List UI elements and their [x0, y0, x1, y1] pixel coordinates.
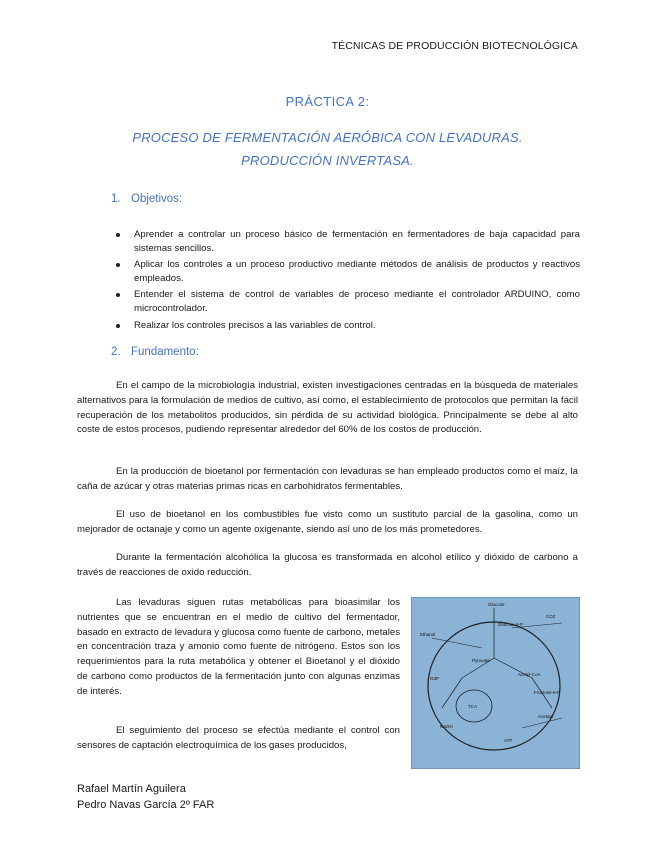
paragraph: El seguimiento del proceso se efectúa mediante el control con sensores de captación electroquímica de los gases producidos,	[77, 725, 400, 751]
figure-label: Acetyl-CoA	[518, 672, 541, 677]
section-title: Fundamento:	[131, 346, 199, 358]
running-header: TÉCNICAS DE PRODUCCIÓN BIOTECNOLÓGICA	[331, 40, 578, 52]
section-number: 2.	[111, 346, 121, 358]
document-title-line-2: PRODUCCIÓN INVERTASA.	[241, 153, 414, 168]
figure-label: Ethanol	[420, 632, 436, 637]
section-number: 1.	[111, 193, 121, 205]
figure-label: NADH	[440, 724, 453, 729]
figure-label: Acetate	[538, 714, 554, 719]
objective-item: Aplicar los controles a un proceso productivo mediante métodos de análisis de productos y reactivos empleados.	[110, 258, 580, 285]
document-title-line-1: PROCESO DE FERMENTACIÓN AERÓBICA CON LEVADURAS.	[132, 130, 523, 145]
figure-label: TCA	[468, 704, 477, 709]
objective-item: Entender el sistema de control de variables de proceso mediante el controlador ARDUINO, como microcontrolador.	[110, 288, 580, 315]
metabolic-pathway-figure	[411, 597, 580, 769]
paragraph: En la producción de bioetanol por fermentación con levaduras se han empleado productos como el maíz, la caña de azúcar y otras materias primas ricas en carbohidratos fermentables.	[77, 466, 578, 492]
objective-item: Aprender a controlar un proceso básico de fermentación en fermentadores de baja capacidad para sistemas sencillos.	[110, 228, 580, 255]
objectives-list	[110, 228, 580, 335]
paragraph: Las levaduras siguen rutas metabólicas para bioasimilar los nutrientes que se encuentran en el medio de cultivo del fermentador, basado en extracto de levadura y glucosa como fuente de carbono, metales en concentración traza y amonio como fuente de nitrógeno. Estos son los requerimientos para la ruta metabólica y obtener el Bioetanol y el dióxido de carbono como productos de la fermentación junto con algunas enzimas de interés.	[77, 597, 400, 697]
paragraph: En el campo de la microbiología industrial, existen investigaciones centradas en la búsqueda de materiales alternativos para la formulación de medios de cultivo, así como, el establecimiento de protocolos que permitan la fácil recuperación de los metabolitos producidos, sin pérdida de su actividad biológica. Principalmente se debe al alto coste de estos procesos, pudiendo representar alrededor del 60% de los costos de producción.	[77, 380, 578, 436]
authors-block	[77, 781, 214, 813]
figure-label: ATP	[504, 738, 513, 743]
figure-label: Glucose	[488, 602, 505, 607]
figure-label: Glucose-6-P	[498, 622, 524, 627]
objective-item: Realizar los controles precisos a las variables de control.	[110, 319, 580, 333]
author-name: Rafael Martín Aguilera	[77, 783, 186, 795]
paragraph: El uso de bioetanol en los combustibles fue visto como un sustituto parcial de la gasolina, como un mejorador de octanaje y como un agente oxigenante, siendo así uno de los más prometedores.	[77, 509, 578, 535]
figure-label: G3P	[430, 676, 440, 681]
section-heading-fundamento	[111, 346, 199, 358]
pathway-diagram	[412, 598, 579, 768]
section-heading-objectives	[111, 193, 182, 205]
practice-number: PRÁCTICA 2:	[285, 94, 370, 109]
figure-label: CO2	[546, 614, 556, 619]
figure-label: Pyruvate	[472, 658, 490, 663]
figure-label: Fructose-6-P	[534, 690, 561, 695]
author-name: Pedro Navas García 2º FAR	[77, 799, 215, 811]
paragraph: Durante la fermentación alcohólica la glucosa es transformada en alcohol etílico y dióxido de carbono a través de reacciones de oxido reducción.	[77, 552, 578, 578]
section-title: Objetivos:	[131, 193, 183, 205]
